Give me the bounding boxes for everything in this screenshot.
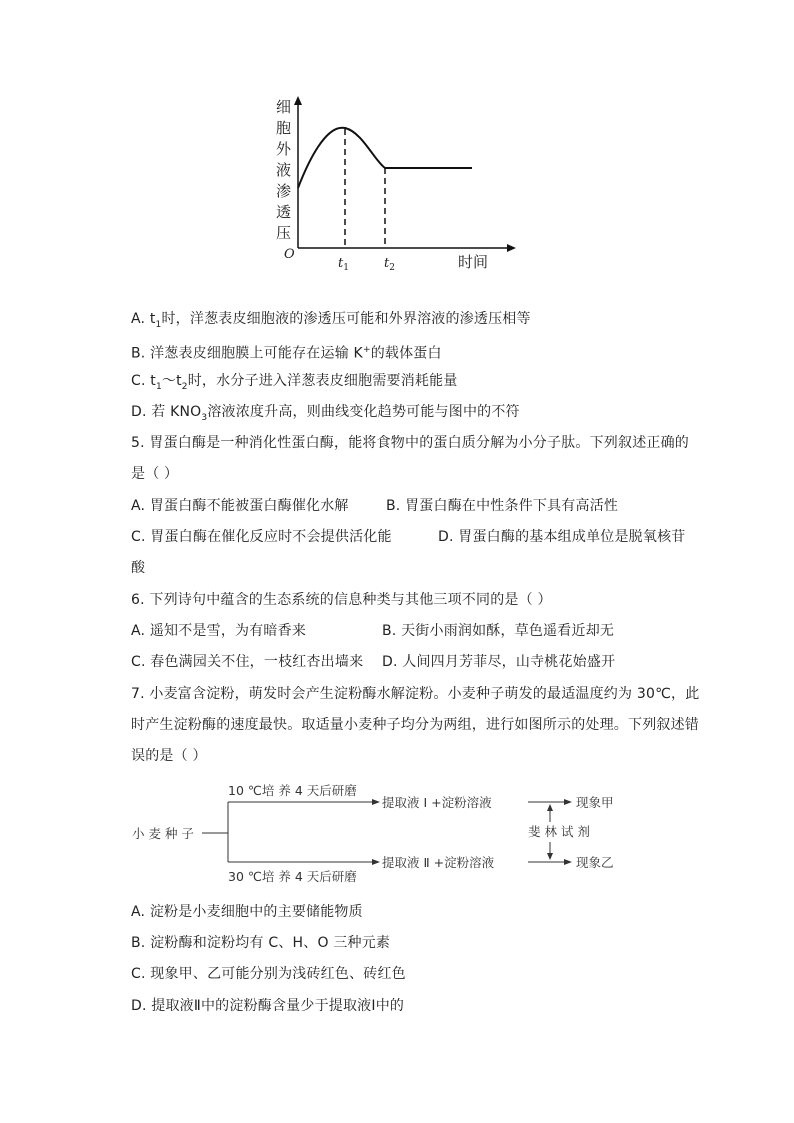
result-2-label: 现象乙 bbox=[576, 855, 614, 870]
y-axis-label-char: 压 bbox=[276, 224, 292, 242]
osmotic-pressure-graph bbox=[270, 96, 530, 276]
y-axis-arrow bbox=[294, 96, 302, 105]
experiment-flow-diagram bbox=[128, 778, 648, 888]
reagent-label: 斐 林 试 剂 bbox=[528, 824, 590, 839]
q5-stem: 5. 胃蛋白酶是一种消化性蛋白酶，能将食物中的蛋白质分解为小分子肽。下列叙述正确的 bbox=[131, 435, 690, 451]
q6-option-d: D. 人间四月芳菲尽，山寺桃花始盛开 bbox=[382, 654, 616, 670]
q7-stem-cont: 时产生淀粉酶的速度最快。取适量小麦种子均分为两组，进行如图所示的处理。下列叙述错 bbox=[131, 717, 699, 733]
q7-option-b: B. 淀粉酶和淀粉均有 C、H、O 三种元素 bbox=[131, 935, 391, 951]
y-axis-label-char: 渗 bbox=[276, 182, 292, 200]
q7-option-a: A. 淀粉是小麦细胞中的主要储能物质 bbox=[131, 904, 363, 920]
q4-option-b: B. 洋葱表皮细胞膜上可能存在运输 K+的载体蛋白 bbox=[131, 345, 442, 362]
x-axis-label: 时间 bbox=[458, 253, 489, 271]
result-2-arrow-head bbox=[564, 859, 572, 865]
q6-option-a: A. 遥知不是雪，为有暗香来 bbox=[131, 623, 307, 639]
q4-option-c: C. $t_1\sim t_2$时，水分子进入洋葱表皮细胞需要消耗能量 bbox=[131, 373, 458, 392]
x-axis-arrow bbox=[507, 244, 516, 252]
q6-stem: 6. 下列诗句中蕴含的生态系统的信息种类与其他三项不同的是（ ） bbox=[131, 592, 552, 608]
seed-label: 小 麦 种 子 bbox=[132, 826, 194, 841]
result-1-arrow-head bbox=[564, 799, 572, 805]
q5-option-a: A. 胃蛋白酶不能被蛋白酶催化水解 bbox=[131, 498, 349, 514]
q6-option-b: B. 天街小雨润如酥，草色遥看近却无 bbox=[382, 623, 615, 639]
result-1-label: 现象甲 bbox=[576, 795, 614, 810]
y-axis-label-char: 外 bbox=[276, 140, 292, 158]
q4-option-d: D. 若 $KNO_3$溶液浓度升高，则曲线变化趋势可能与图中的不符 bbox=[131, 404, 520, 423]
q5-option-c: C. 胃蛋白酶在催化反应时不会提供活化能 bbox=[131, 529, 392, 545]
t2-label: $t_2$ bbox=[384, 256, 395, 273]
y-axis-label-char: 液 bbox=[276, 161, 292, 179]
extract-2-label: 提取液 Ⅱ +淀粉溶液 bbox=[382, 855, 495, 870]
top-condition-label: 10 ℃培 养 4 天后研磨 bbox=[228, 783, 357, 798]
top-arrow-head bbox=[372, 799, 380, 805]
q7-stem: 7. 小麦富含淀粉，萌发时会产生淀粉酶水解淀粉。小麦种子萌发的最适温度约为 30℃，此 bbox=[131, 686, 700, 702]
reagent-up-arrow-head bbox=[547, 804, 553, 811]
q7-option-d: D. 提取液Ⅱ中的淀粉酶含量少于提取液Ⅰ中的 bbox=[131, 998, 405, 1014]
y-axis-label-char: 胞 bbox=[276, 119, 292, 137]
t1-label: $t_1$ bbox=[338, 256, 349, 273]
extract-1-label: 提取液 Ⅰ +淀粉溶液 bbox=[382, 795, 492, 810]
y-axis-label-char: 细 bbox=[276, 98, 292, 116]
q5-option-d: D. 胃蛋白酶的基本组成单位是脱氧核苷 bbox=[438, 529, 686, 545]
bottom-arrow-head bbox=[372, 859, 380, 865]
q5-stem-cont: 是（ ） bbox=[131, 466, 179, 482]
reagent-down-arrow-head bbox=[547, 853, 553, 860]
y-axis-label-char: 透 bbox=[276, 203, 292, 221]
q5-option-d-cont: 酸 bbox=[131, 560, 146, 576]
q4-option-a: A. $t_1$时，洋葱表皮细胞液的渗透压可能和外界溶液的渗透压相等 bbox=[131, 311, 531, 330]
q6-option-c: C. 春色满园关不住，一枝红杏出墙来 bbox=[131, 654, 364, 670]
origin-label: O bbox=[284, 247, 295, 262]
q7-option-c: C. 现象甲、乙可能分别为浅砖红色、砖红色 bbox=[131, 966, 406, 982]
q7-stem-cont2: 误的是（ ） bbox=[131, 748, 207, 764]
bottom-condition-label: 30 ℃培 养 4 天后研磨 bbox=[228, 869, 357, 884]
q5-option-b: B. 胃蛋白酶在中性条件下具有高活性 bbox=[386, 498, 619, 514]
y-axis-label bbox=[276, 98, 292, 242]
